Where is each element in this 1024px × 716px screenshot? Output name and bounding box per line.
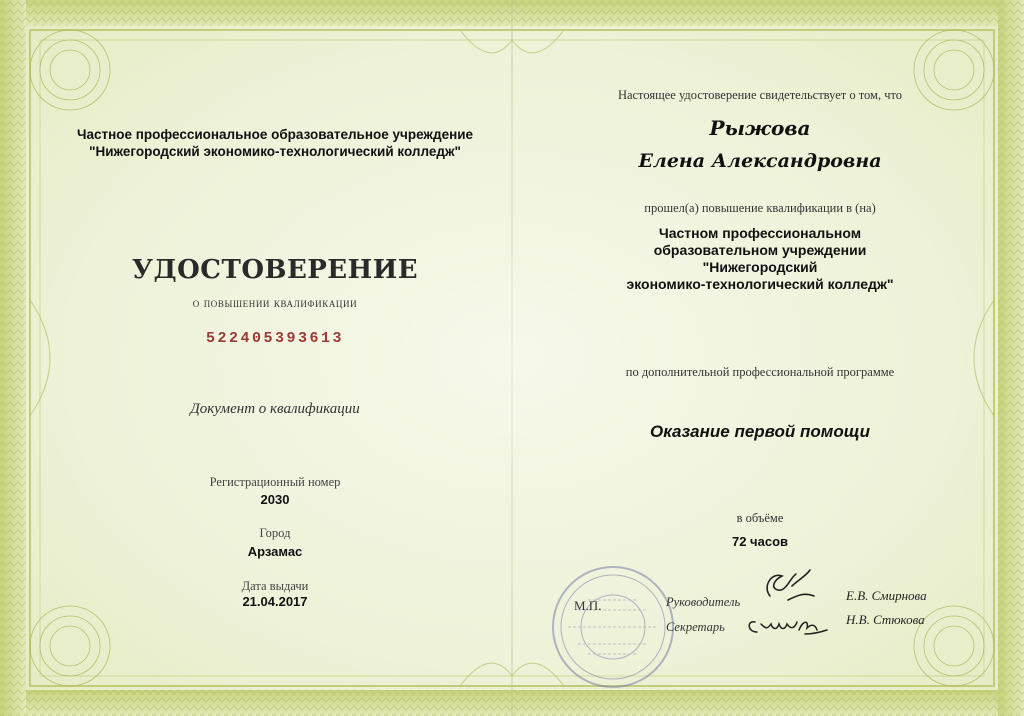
official-stamp — [548, 562, 678, 692]
document-subtitle: о повышении квалификации — [192, 295, 358, 310]
program-name: Оказание первой помощи — [649, 422, 871, 441]
head-name: Е.В. Смирнова — [846, 588, 927, 603]
head-signature — [752, 566, 822, 608]
passed-label: прошел(а) повышение квалификации в (на) — [644, 201, 876, 215]
city-value: Арзамас — [247, 544, 303, 559]
training-org-line-1: Частном профессиональном — [658, 225, 862, 241]
issuing-organization — [60, 126, 490, 160]
intro-text: Настоящее удостоверение свидетельствует о том, что — [617, 88, 903, 102]
city-label: Город — [259, 526, 291, 540]
registration-number: 2030 — [260, 492, 290, 507]
training-org-line-3: "Нижегородский — [702, 259, 818, 275]
org-line-1: Частное профессиональное образовательное учреждение — [76, 127, 474, 142]
secretary-name: Н.В. Стюкова — [846, 612, 925, 627]
secretary-role: Секретарь — [666, 620, 725, 634]
document-number: 522405393613 — [205, 330, 345, 347]
program-label: по дополнительной профессиональной программе — [625, 365, 895, 379]
registration-label: Регистрационный номер — [209, 475, 341, 489]
document-kind: Документ о квалификации — [190, 401, 360, 417]
stamp-place-label: М.П. — [574, 598, 602, 613]
training-org-line-2: образовательном учреждении — [653, 242, 867, 258]
head-role: Руководитель — [666, 595, 741, 609]
issue-date-label: Дата выдачи — [241, 579, 309, 593]
volume-value: 72 часов — [731, 534, 788, 549]
training-organization — [560, 225, 960, 293]
training-org-line-4: экономико-технологический колледж" — [626, 276, 894, 292]
issue-date: 21.04.2017 — [242, 594, 308, 609]
org-line-2: "Нижегородский экономико-технологический колледж" — [89, 144, 461, 159]
center-fold — [511, 0, 513, 716]
document-title: УДОСТОВЕРЕНИЕ — [131, 255, 419, 285]
holder-given-names: Елена Александровна — [638, 150, 882, 172]
holder-surname: Рыжова — [709, 116, 811, 140]
secretary-signature — [745, 610, 830, 638]
volume-label: в объёме — [736, 511, 784, 525]
